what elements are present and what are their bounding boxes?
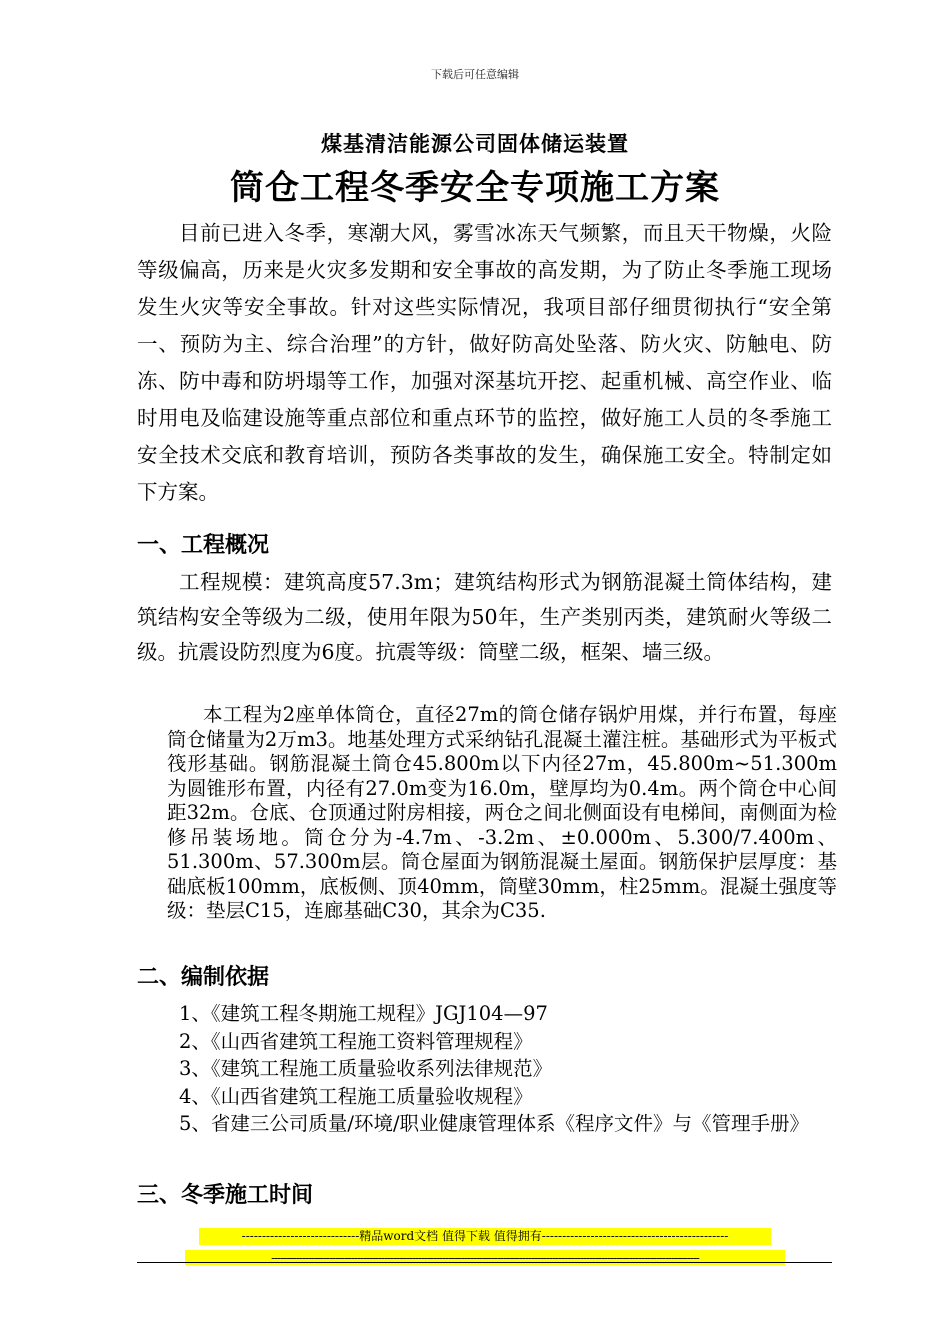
section2-heading: 二、编制依据: [137, 965, 270, 990]
basis-item: 5、省建三公司质量/环境/职业健康管理体系《程序文件》与《管理手册》: [179, 1112, 810, 1135]
intro-paragraph: 目前已进入冬季，寒潮大风，雾雪冰冻天气频繁，而且天干物燥，火险等级偏高，历来是火灾多发期和安全事故的高发期，为了防止冬季施工现场发生火灾等安全事故。针对这些实际情况，我项目部仔细贯彻执行“安全第一、预防为主、综合治理”的方针，做好防高处坠落、防火灾、防触电、防冻、防中毒和防坍塌等工作，加强对深基坑开挖、起重机械、高空作业、临时用电及临建设施等重点部位和重点环节的监控，做好施工人员的冬季施工安全技术交底和教育培训，预防各类事故的发生，确保施工安全。特制定如下方案。: [137, 221, 832, 504]
basis-item: 1、《建筑工程冬期施工规程》JGJ104—97: [179, 1002, 548, 1025]
project-description-paragraph: 本工程为2座单体筒仓，直径27m的筒仓储存锅炉用煤，并行布置，每座筒仓储量为2万m3。地基处理方式采纳钻孔混凝土灌注桩。基础形式为平板式筏形基础。钢筋混凝土筒仓45.800m以下内径27m，45.800m~51.300m为圆锥形布置，内径有27.0m变为16.0m，壁厚均为0.4m。两个筒仓中心间距32m。仓底、仓顶通过附房相接，两仓之间北侧面设有电梯间，南侧面为检修吊装场地。筒仓分为-4.7m、-3.2m、±0.000m、5.300/7.400m、51.300m、57.300m层。筒仓屋面为钢筋混凝土屋面。钢筋保护层厚度：基础底板100mm，底板侧、顶40mm，筒壁30mm，柱25mm。混凝土强度等级：垫层C15，连廊基础C30，其余为C35.: [167, 703, 837, 922]
document-title-line1: 煤基清洁能源公司固体储运装置: [321, 132, 629, 156]
footer-divider: [137, 1262, 832, 1263]
document-title-line2: 筒仓工程冬季安全专项施工方案: [230, 168, 720, 208]
footer-banner-line1: -----------------------------精品word文档 值得下载 值得拥有----------------------------------------------: [199, 1228, 771, 1245]
basis-item: 3、《建筑工程施工质量验收系列法律规范》: [179, 1057, 553, 1080]
section1-heading: 一、工程概况: [137, 533, 270, 558]
footer-banner-line2: --------------------------------------------------------------------------------------------------------------------------------------------: [185, 1250, 785, 1265]
section3-heading: 三、冬季施工时间: [137, 1183, 314, 1208]
project-scale-paragraph: 工程规模：建筑高度57.3m；建筑结构形式为钢筋混凝土筒体结构，建筑结构安全等级为二级，使用年限为50年，生产类别丙类，建筑耐火等级二级。抗震设防烈度为6度。抗震等级：筒壁二级，框架、墙三级。: [137, 570, 832, 664]
footer-banner: [185, 1228, 785, 1265]
basis-list: [137, 1000, 832, 1138]
basis-item: 2、《山西省建筑工程施工资料管理规程》: [179, 1029, 533, 1053]
page-header: 下载后可任意编辑: [431, 68, 519, 81]
basis-item: 4、《山西省建筑工程施工质量验收规程》: [179, 1084, 533, 1108]
